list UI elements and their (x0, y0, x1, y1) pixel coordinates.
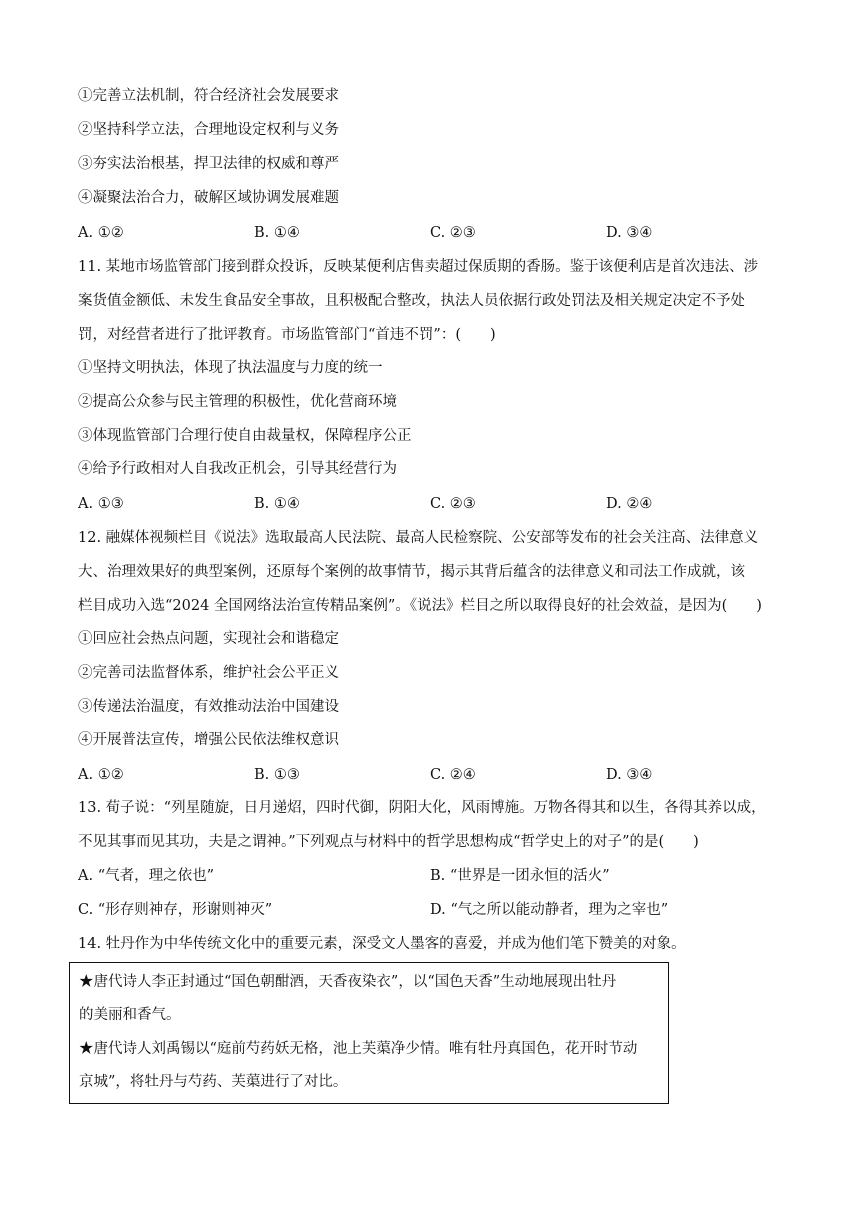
q12-stem-line-1: 12. 融媒体视频栏目《说法》选取最高人民法院、最高人民检察院、公安部等发布的社会关注高、法律意义 (78, 530, 759, 546)
q10-item-4: ④凝聚法治合力，破解区域协调发展难题 (78, 190, 339, 206)
q12-options (78, 765, 798, 785)
q11-stem-line-2: 案货值金额低、未发生食品安全事故，且积极配合整改，执法人员依据行政处罚法及相关规定决定不予处 (78, 293, 745, 309)
q13-options-row-2 (78, 900, 798, 920)
q11-option-d[interactable]: D. ②④ (606, 496, 653, 512)
q13-stem-line-1: 13. 荀子说：“列星随旋，日月递炤，四时代御，阴阳大化，风雨博施。万物各得其和以生，各得其养以成， (78, 800, 766, 816)
q13-option-d[interactable]: D. “气之所以能动静者，理为之宰也” (430, 902, 669, 918)
q13-option-c[interactable]: C. “形存则神存，形谢则神灭” (78, 902, 273, 918)
q13-option-b[interactable]: B. “世界是一团永恒的活火” (430, 868, 610, 884)
q10-item-2: ②坚持科学立法，合理地设定权利与义务 (78, 122, 339, 138)
q12-item-4: ④开展普法宣传，增强公民依法维权意识 (78, 732, 339, 748)
q11-stem-line-3: 罚，对经营者进行了批评教育。市场监管部门“首违不罚”：( ) (78, 327, 496, 343)
q11-option-a[interactable]: A. ①③ (78, 496, 124, 512)
q11-options (78, 494, 798, 514)
q12-item-1: ①回应社会热点问题，实现社会和谐稳定 (78, 631, 339, 647)
q12-item-3: ③传递法治温度，有效推动法治中国建设 (78, 699, 339, 715)
q11-item-4: ④给予行政相对人自我改正机会，引导其经营行为 (78, 461, 397, 477)
q10-options (78, 223, 798, 243)
q10-option-b[interactable]: B. ①④ (254, 225, 300, 241)
q11-option-c[interactable]: C. ②③ (430, 496, 476, 512)
q11-item-2: ②提高公众参与民主管理的积极性，优化营商环境 (78, 394, 397, 410)
q12-option-b[interactable]: B. ①③ (254, 767, 300, 783)
q10-option-a[interactable]: A. ①② (78, 225, 124, 241)
q12-option-c[interactable]: C. ②④ (430, 767, 476, 783)
q14-box-line-4: 京城”，将牡丹与芍药、芙蕖进行了对比。 (79, 1074, 348, 1090)
q12-stem-line-2: 大、治理效果好的典型案例，还原每个案例的故事情节，揭示其背后蕴含的法律意义和司法工作成就，该 (78, 564, 745, 580)
q12-option-d[interactable]: D. ③④ (606, 767, 653, 783)
q11-stem-line-1: 11. 某地市场监管部门接到群众投诉，反映某便利店售卖超过保质期的香肠。鉴于该便利店是首次违法、涉 (78, 259, 759, 275)
q13-option-a[interactable]: A. “气者，理之依也” (78, 868, 215, 884)
q14-box-line-2: 的美丽和香气。 (79, 1007, 181, 1023)
q12-stem-line-3: 栏目成功入选“2024 全国网络法治宣传精品案例”。《说法》栏目之所以取得良好的社会效益，是因为( ) (78, 598, 762, 614)
q11-item-3: ③体现监管部门合理行使自由裁量权，保障程序公正 (78, 428, 412, 444)
q14-stem: 14. 牡丹作为中华传统文化中的重要元素，深受文人墨客的喜爱，并成为他们笔下赞美的对象。 (78, 936, 686, 952)
q12-item-2: ②完善司法监督体系，维护社会公平正义 (78, 665, 339, 681)
q10-option-c[interactable]: C. ②③ (430, 225, 476, 241)
q14-material-box (69, 962, 669, 1104)
q14-box-line-1: ★唐代诗人李正封通过“国色朝酣酒，天香夜染衣”，以“国色天香”生动地展现出牡丹 (79, 974, 617, 990)
q14-box-line-3: ★唐代诗人刘禹锡以“庭前芍药妖无格，池上芙蕖净少情。唯有牡丹真国色，花开时节动 (79, 1041, 638, 1057)
q10-option-d[interactable]: D. ③④ (606, 225, 653, 241)
q10-item-1: ①完善立法机制，符合经济社会发展要求 (78, 88, 339, 104)
q10-item-3: ③夯实法治根基，捍卫法律的权威和尊严 (78, 156, 339, 172)
q13-options-row-1 (78, 866, 798, 886)
q13-stem-line-2: 不见其事而见其功，夫是之谓神。”下列观点与材料中的哲学思想构成“哲学史上的对子”的是( ) (78, 834, 699, 850)
q11-option-b[interactable]: B. ①④ (254, 496, 300, 512)
q11-item-1: ①坚持文明执法，体现了执法温度与力度的统一 (78, 360, 383, 376)
q12-option-a[interactable]: A. ①② (78, 767, 124, 783)
